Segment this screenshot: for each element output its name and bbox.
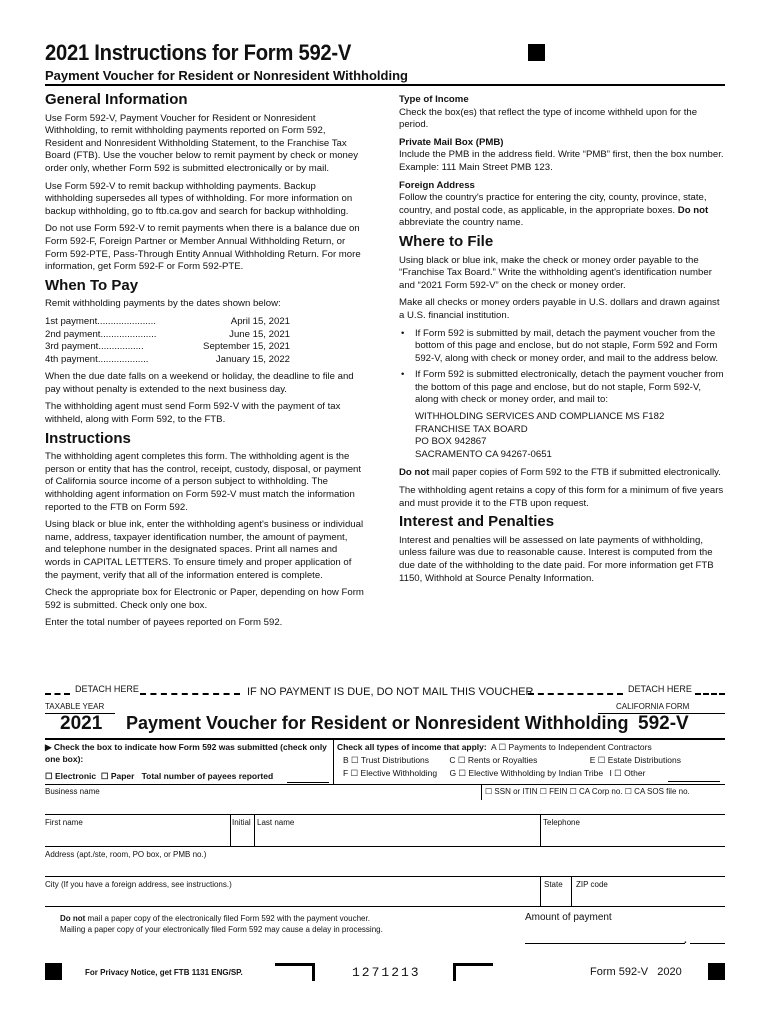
telephone-label: Telephone	[543, 818, 580, 827]
where-p1: Using black or blue ink, make the check or money order payable to the “Franchise Tax Board.” Write the withholding agent's identification number and “2021 Form 592-V” on the check or money order.	[399, 254, 712, 291]
income-types: Check all types of income that apply: A ☐ Payments to Independent Contractors B ☐ Trust Distributions C ☐ Rents or Royalties E ☐ Estate Distributions F ☐ Elective Withholding G ☐ Elective Withholding by Indian Tribe I ☐ Other	[337, 742, 681, 778]
california-form-label: CALIFORNIA FORM	[616, 702, 690, 711]
detach-dash-mid-left	[140, 693, 240, 695]
bullet-electronic: • If Form 592 is submitted electronically, detach the payment voucher from the bottom of this page and enclose, but do not staple, Form 592-V, along with check or money order, and mail to:	[399, 369, 725, 407]
first-name-label: First name	[45, 818, 83, 827]
general-info-p1: Use Form 592-V, Payment Voucher for Resident or Nonresident Withholding, to remit withholding payments reported on Form 592, Resident and Nonresident Withholding Statement, to the Franchise Tax Board (FTB). Use the voucher below to remit payment by check or money order only, whether Form 592 is submitted electronically or by mail.	[45, 112, 358, 174]
voucher-year: 2021	[60, 713, 103, 734]
right-column	[399, 94, 725, 590]
general-info-p3: Do not use Form 592-V to remit payments when there is a balance due on Form 592-F, Foreign Partner or Member Annual Withholding Return, or Form 592-PTE, Pass-Through Entity Annual Withholding Return. For more information, get Form 592-F or Form 592-PTE.	[45, 223, 361, 273]
detach-dash-left	[45, 693, 70, 695]
income-f-checkbox[interactable]: F ☐ Elective Withholding	[343, 768, 438, 778]
bullet-mail: • If Form 592 is submitted by mail, detach the payment voucher from the bottom of this page and enclose, but do not staple, Form 592 and Form 592-V, along with check or money order, and mail to the address below.	[399, 328, 725, 366]
voucher-form-number: 592-V	[638, 713, 689, 734]
payment-row: 1st payment...................... April 15, 2021	[45, 315, 290, 327]
type-income-heading: Type of Income	[399, 94, 469, 105]
mailing-address: WITHHOLDING SERVICES AND COMPLIANCE MS F182 FRANCHISE TAX BOARD PO BOX 942867 SACRAMENTO CA 94267-0651	[415, 411, 665, 460]
electronic-checkbox[interactable]: ☐	[45, 771, 53, 781]
detach-dash-right	[695, 693, 725, 695]
when-to-pay-p1: When the due date falls on a weekend or holiday, the deadline to file and pay without penalty is extended to the next business day.	[45, 371, 354, 395]
income-i-checkbox[interactable]: I ☐ Other	[609, 768, 646, 778]
paper-copy-notice: Do not mail a paper copy of the electronically filed Form 592 with the payment voucher. Mailing a paper copy of your electronically filed Form 592 may cause a delay in processing.	[60, 914, 383, 934]
row-rule-5	[45, 906, 725, 907]
voucher-divider	[333, 740, 334, 784]
income-g-checkbox[interactable]: G ☐ Elective Withholding by Indian Tribe	[449, 768, 604, 778]
instructions-heading: Instructions	[45, 429, 131, 447]
arrow-right-icon: ▶	[45, 742, 54, 752]
instructions-p3: Check the appropriate box for Electronic or Paper, depending on how Form 592 is submitted. Check only one box.	[45, 587, 364, 611]
where-to-file-heading: Where to File	[399, 232, 494, 250]
initial-label: Initial	[232, 818, 251, 827]
foreign-text: Follow the country's practice for entering the city, county, province, state, country, and postal code, as applicable, in the appropriate boxes. Do not abbreviate the country name.	[399, 192, 709, 229]
footer-marker-left	[45, 963, 62, 980]
when-to-pay-intro: Remit withholding payments by the dates shown below:	[45, 298, 281, 310]
row-rule-1	[45, 784, 725, 785]
page-title: 2021 Instructions for Form 592-V	[45, 40, 352, 65]
submission-options: ☐ Electronic ☐ Paper Total number of payees reported	[45, 771, 274, 781]
state-label: State	[544, 880, 563, 889]
detach-label-right: DETACH HERE	[628, 684, 692, 694]
instructions-p2: Using black or blue ink, enter the withholding agent's business or individual name, address, taxpayer identification number, the amount of payment, and telephone number in the designated spaces. Print all names and words in CAPITAL LETTERS. To ensure timely and proper application of the payment, verify that all of the information entered is complete.	[45, 519, 364, 581]
detach-dash-mid-right	[528, 693, 623, 695]
zip-label: ZIP code	[576, 880, 608, 889]
pmb-text: Include the PMB in the address field. Write “PMB” first, then the box number. Example: 111 Main Street PMB 123.	[399, 149, 724, 173]
income-c-checkbox[interactable]: C ☐ Rents or Royalties	[449, 755, 538, 765]
voucher-title: Payment Voucher for Resident or Nonresident Withholding	[126, 713, 629, 733]
corner-bracket-left	[275, 963, 315, 981]
telephone-divider	[540, 814, 541, 846]
amount-label: Amount of payment	[525, 912, 612, 923]
city-label: City (If you have a foreign address, see instructions.)	[45, 880, 232, 889]
instructions-p1: The withholding agent completes this form. The withholding agent is the person or entity that has the control, receipt, custody, disposal, or payment of California source income of a person subject to withholding. The withholding agent information on Form 592-V must match the information reported to the FTB on Form 592.	[45, 451, 362, 513]
instructions-p4: Enter the total number of payees reported on Form 592.	[45, 617, 283, 629]
address-label: Address (apt./ste, room, PO box, or PMB no.)	[45, 850, 207, 859]
donot-mail-text: Do not mail paper copies of Form 592 to the FTB if submitted electronically.	[399, 467, 721, 479]
retain-text: The withholding agent retains a copy of this form for a minimum of five years and must provide it to the FTB upon request.	[399, 485, 724, 509]
payment-row: 2nd payment..................... June 15, 2021	[45, 328, 290, 340]
pmb-heading: Private Mail Box (PMB)	[399, 136, 504, 148]
business-name-label: Business name	[45, 787, 100, 796]
when-to-pay-p2: The withholding agent must send Form 592-V with the payment of tax withheld, along with Form 592, to the FTB.	[45, 401, 341, 426]
zip-divider	[571, 876, 572, 906]
foreign-heading: Foreign Address	[399, 179, 475, 191]
last-name-label: Last name	[257, 818, 295, 827]
income-a-checkbox[interactable]: A ☐ Payments to Independent Contractors	[491, 742, 652, 752]
paper-checkbox[interactable]: ☐	[100, 771, 109, 781]
payment-schedule	[45, 316, 365, 366]
payment-row: 3rd payment................. September 15, 2021	[45, 341, 290, 353]
id-type-checkboxes[interactable]: ☐ SSN or ITIN ☐ FEIN ☐ CA Corp no. ☐ CA SOS file no.	[485, 787, 690, 796]
left-column	[45, 92, 365, 635]
payment-row: 4th payment................... January 15, 2022	[45, 353, 290, 365]
type-income-text: Check the box(es) that reflect the type of income withheld upon for the period.	[399, 106, 698, 131]
initial-divider	[230, 814, 231, 846]
no-payment-notice: IF NO PAYMENT IS DUE, DO NOT MAIL THIS VOUCHER	[247, 686, 534, 698]
when-to-pay-heading: When To Pay	[45, 276, 139, 294]
state-divider	[540, 876, 541, 906]
where-p2: Make all checks or money orders payable in U.S. dollars and drawn against a U.S. financial institution.	[399, 297, 720, 321]
general-info-p2: Use Form 592-V to remit backup withholding payments. Backup withholding supersedes all types of withholding. For more information on backup withholding, go to ftb.ca.gov and search for backup withholding.	[45, 180, 353, 217]
interest-heading: Interest and Penalties	[399, 513, 555, 531]
lastname-divider	[254, 814, 255, 846]
cents-input[interactable]	[690, 943, 725, 944]
row-rule-3	[45, 846, 725, 847]
barcode-number: 1271213	[352, 965, 421, 980]
row-rule-2	[45, 814, 725, 815]
page-subtitle: Payment Voucher for Resident or Nonresident Withholding	[45, 68, 408, 83]
footer-marker-right	[708, 963, 725, 980]
detach-label-left: DETACH HERE	[75, 684, 139, 694]
income-b-checkbox[interactable]: B ☐ Trust Distributions	[343, 755, 430, 765]
row-rule-4	[45, 876, 725, 877]
footer-form: Form 592-V 2020	[590, 966, 682, 978]
taxable-year-label: TAXABLE YEAR	[45, 702, 105, 711]
voucher-title-rule	[45, 738, 725, 740]
submission-instructions: ▶ Check the box to indicate how Form 592 was submitted (check only one box):	[45, 742, 327, 764]
payees-input[interactable]	[287, 782, 329, 783]
other-income-input[interactable]	[668, 781, 720, 782]
business-divider	[481, 784, 482, 800]
amount-input[interactable]	[525, 943, 685, 944]
decimal-point: .	[684, 935, 687, 946]
general-info-heading: General Information	[45, 91, 188, 108]
privacy-notice: For Privacy Notice, get FTB 1131 ENG/SP.	[85, 968, 243, 977]
header-rule	[45, 84, 725, 86]
business-name-input[interactable]	[45, 798, 480, 812]
corner-bracket-right	[453, 963, 493, 981]
interest-text: Interest and penalties will be assessed on late payments of withholding, unless failure was due to reasonable cause. Interest is computed from the due date of the withholding to the date paid. For more information get FTB 1150, Withhold at Source Penalty Information.	[399, 534, 714, 584]
income-e-checkbox[interactable]: E ☐ Estate Distributions	[589, 755, 681, 765]
corner-marker	[528, 44, 545, 61]
